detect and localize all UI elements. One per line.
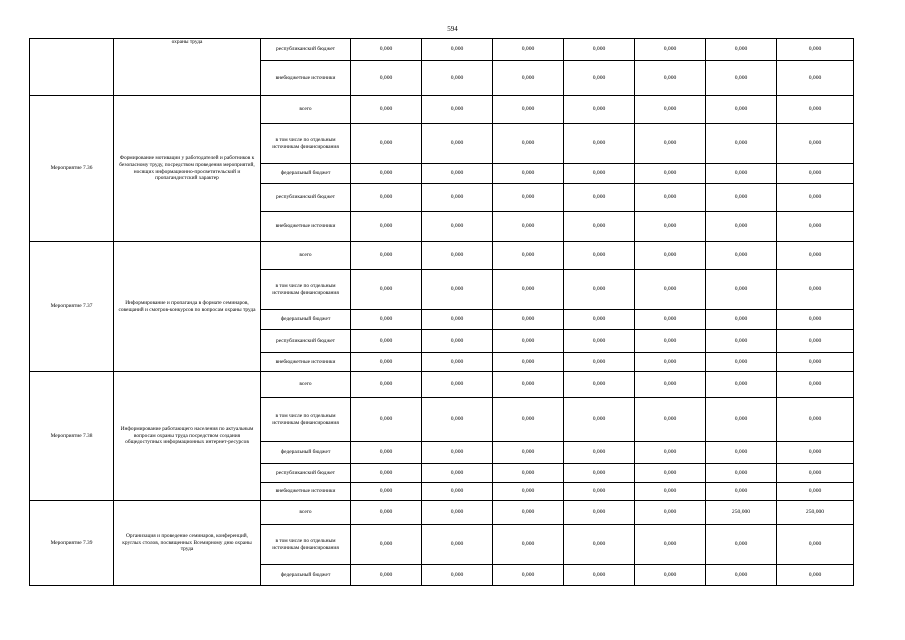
amount-cell: 0,000 [777, 96, 854, 124]
amount-cell: 0,000 [422, 398, 493, 442]
amount-cell: 0,000 [777, 353, 854, 372]
amount-cell: 0,000 [706, 212, 777, 242]
amount-cell: 0,000 [493, 565, 564, 586]
amount-cell: 0,000 [493, 330, 564, 353]
amount-cell: 0,000 [706, 398, 777, 442]
funding-source: федеральный бюджет [261, 565, 351, 586]
amount-cell: 0,000 [777, 124, 854, 164]
amount-cell: 0,000 [635, 501, 706, 525]
amount-cell: 0,000 [351, 565, 422, 586]
amount-cell: 0,000 [706, 565, 777, 586]
funding-source: в том числе по отдельным источникам финансирования [261, 525, 351, 565]
amount-cell: 0,000 [564, 184, 635, 212]
amount-cell: 0,000 [422, 270, 493, 310]
amount-cell: 0,000 [777, 398, 854, 442]
amount-cell: 0,000 [564, 164, 635, 184]
amount-cell: 0,000 [351, 353, 422, 372]
amount-cell: 0,000 [351, 242, 422, 270]
amount-cell: 0,000 [706, 372, 777, 398]
measure-cell: Мероприятие 7.36 [30, 96, 114, 242]
amount-cell: 0,000 [422, 310, 493, 330]
amount-cell: 0,000 [706, 39, 777, 61]
amount-cell: 0,000 [422, 96, 493, 124]
amount-cell: 0,000 [635, 464, 706, 483]
amount-cell: 0,000 [777, 442, 854, 464]
amount-cell: 0,000 [564, 565, 635, 586]
table-row [30, 242, 854, 270]
amount-cell: 0,000 [422, 442, 493, 464]
amount-cell: 0,000 [706, 242, 777, 270]
amount-cell: 0,000 [422, 39, 493, 61]
amount-cell: 0,000 [777, 270, 854, 310]
measure-cell: Мероприятие 7.37 [30, 242, 114, 372]
amount-cell: 0,000 [777, 330, 854, 353]
amount-cell: 0,000 [564, 442, 635, 464]
table-row [30, 501, 854, 525]
amount-cell: 0,000 [635, 39, 706, 61]
amount-cell: 0,000 [777, 310, 854, 330]
amount-cell: 0,000 [422, 464, 493, 483]
amount-cell: 0,000 [706, 464, 777, 483]
funding-source: внебюджетные источники [261, 483, 351, 501]
amount-cell: 0,000 [493, 242, 564, 270]
amount-cell: 0,000 [351, 184, 422, 212]
amount-cell: 0,000 [493, 353, 564, 372]
amount-cell: 0,000 [493, 442, 564, 464]
amount-cell: 0,000 [422, 525, 493, 565]
amount-cell: 0,000 [564, 501, 635, 525]
funding-source: федеральный бюджет [261, 310, 351, 330]
amount-cell: 0,000 [777, 483, 854, 501]
amount-cell: 0,000 [706, 483, 777, 501]
amount-cell: 0,000 [351, 270, 422, 310]
amount-cell: 0,000 [493, 39, 564, 61]
amount-cell: 250,000 [777, 501, 854, 525]
amount-cell: 0,000 [564, 525, 635, 565]
funding-source: всего [261, 372, 351, 398]
measure-description: охраны труда [114, 39, 261, 96]
table-row [30, 372, 854, 398]
amount-cell: 0,000 [493, 96, 564, 124]
amount-cell: 0,000 [422, 242, 493, 270]
funding-source: внебюджетные источники [261, 353, 351, 372]
amount-cell: 0,000 [351, 372, 422, 398]
amount-cell: 0,000 [635, 212, 706, 242]
amount-cell: 0,000 [493, 372, 564, 398]
amount-cell: 0,000 [351, 96, 422, 124]
amount-cell: 0,000 [564, 212, 635, 242]
amount-cell: 0,000 [493, 164, 564, 184]
measure-description: Формирование мотивации у работодателей и работников к безопасному труду, посредством проведения мероприятий, носящих информационно-просветительский и пропагандистский характер [114, 96, 261, 242]
amount-cell: 0,000 [493, 483, 564, 501]
table-row [30, 96, 854, 124]
amount-cell: 0,000 [351, 330, 422, 353]
amount-cell: 0,000 [777, 464, 854, 483]
amount-cell: 0,000 [564, 96, 635, 124]
amount-cell: 0,000 [635, 96, 706, 124]
amount-cell: 0,000 [635, 372, 706, 398]
amount-cell: 0,000 [635, 525, 706, 565]
amount-cell: 0,000 [706, 96, 777, 124]
amount-cell: 0,000 [635, 164, 706, 184]
funding-source: внебюджетные источники [261, 212, 351, 242]
amount-cell: 0,000 [777, 372, 854, 398]
amount-cell: 0,000 [706, 525, 777, 565]
amount-cell: 0,000 [635, 310, 706, 330]
amount-cell: 0,000 [564, 61, 635, 96]
measure-cell: Мероприятие 7.38 [30, 372, 114, 501]
measure-description: Информирование работающего населения по актуальным вопросам охраны труда посредством создания общедоступных информационных интернет-ресурсов [114, 372, 261, 501]
amount-cell: 0,000 [635, 330, 706, 353]
amount-cell: 0,000 [706, 353, 777, 372]
amount-cell: 0,000 [351, 525, 422, 565]
amount-cell: 0,000 [706, 164, 777, 184]
amount-cell: 0,000 [635, 124, 706, 164]
amount-cell: 0,000 [564, 39, 635, 61]
amount-cell: 0,000 [777, 525, 854, 565]
measure-cell: Мероприятие 7.39 [30, 501, 114, 586]
amount-cell: 0,000 [706, 310, 777, 330]
amount-cell: 0,000 [564, 242, 635, 270]
amount-cell: 0,000 [777, 39, 854, 61]
funding-source: в том числе по отдельным источникам финансирования [261, 398, 351, 442]
page-number: 594 [447, 25, 458, 33]
funding-source: федеральный бюджет [261, 442, 351, 464]
amount-cell: 0,000 [635, 61, 706, 96]
table-row [30, 39, 854, 61]
amount-cell: 0,000 [422, 483, 493, 501]
amount-cell: 0,000 [777, 565, 854, 586]
amount-cell: 0,000 [635, 398, 706, 442]
amount-cell: 0,000 [777, 212, 854, 242]
amount-cell: 0,000 [422, 353, 493, 372]
amount-cell: 0,000 [493, 310, 564, 330]
amount-cell: 0,000 [706, 270, 777, 310]
amount-cell: 0,000 [706, 442, 777, 464]
amount-cell: 0,000 [777, 61, 854, 96]
amount-cell: 0,000 [706, 61, 777, 96]
amount-cell: 0,000 [493, 212, 564, 242]
amount-cell: 0,000 [351, 310, 422, 330]
amount-cell: 0,000 [351, 442, 422, 464]
amount-cell: 0,000 [422, 212, 493, 242]
amount-cell: 0,000 [564, 330, 635, 353]
amount-cell: 0,000 [351, 124, 422, 164]
amount-cell: 0,000 [351, 164, 422, 184]
amount-cell: 0,000 [493, 61, 564, 96]
financing-table [29, 38, 854, 586]
funding-source: республиканский бюджет [261, 184, 351, 212]
amount-cell: 0,000 [564, 353, 635, 372]
measure-description: Информирование и пропаганда в формате семинаров, совещаний и смотров-конкурсов по вопросам охраны труда [114, 242, 261, 372]
funding-source: федеральный бюджет [261, 164, 351, 184]
amount-cell: 0,000 [564, 124, 635, 164]
amount-cell: 0,000 [493, 124, 564, 164]
amount-cell: 0,000 [564, 483, 635, 501]
funding-source: республиканский бюджет [261, 330, 351, 353]
amount-cell: 0,000 [635, 184, 706, 212]
measure-cell [30, 39, 114, 96]
amount-cell: 0,000 [564, 464, 635, 483]
amount-cell: 0,000 [635, 565, 706, 586]
amount-cell: 0,000 [635, 483, 706, 501]
funding-source: внебюджетные источники [261, 61, 351, 96]
amount-cell: 0,000 [777, 184, 854, 212]
amount-cell: 0,000 [422, 330, 493, 353]
funding-source: всего [261, 242, 351, 270]
amount-cell: 0,000 [422, 164, 493, 184]
amount-cell: 0,000 [493, 184, 564, 212]
funding-source: всего [261, 501, 351, 525]
amount-cell: 0,000 [635, 353, 706, 372]
amount-cell: 250,000 [706, 501, 777, 525]
amount-cell: 0,000 [351, 398, 422, 442]
amount-cell: 0,000 [706, 184, 777, 212]
funding-source: в том числе по отдельным источникам финансирования [261, 124, 351, 164]
amount-cell: 0,000 [564, 310, 635, 330]
amount-cell: 0,000 [564, 270, 635, 310]
amount-cell: 0,000 [422, 501, 493, 525]
amount-cell: 0,000 [706, 124, 777, 164]
amount-cell: 0,000 [706, 330, 777, 353]
amount-cell: 0,000 [422, 565, 493, 586]
funding-source: республиканский бюджет [261, 464, 351, 483]
funding-source: республиканский бюджет [261, 39, 351, 61]
amount-cell: 0,000 [422, 124, 493, 164]
amount-cell: 0,000 [422, 372, 493, 398]
amount-cell: 0,000 [493, 525, 564, 565]
amount-cell: 0,000 [564, 398, 635, 442]
amount-cell: 0,000 [351, 464, 422, 483]
amount-cell: 0,000 [493, 464, 564, 483]
amount-cell: 0,000 [635, 270, 706, 310]
amount-cell: 0,000 [635, 442, 706, 464]
amount-cell: 0,000 [777, 164, 854, 184]
amount-cell: 0,000 [351, 501, 422, 525]
funding-source: в том числе по отдельным источникам финансирования [261, 270, 351, 310]
amount-cell: 0,000 [351, 61, 422, 96]
measure-description: Организация и проведение семинаров, конференций, круглых столов, посвященных Всемирному дню охраны труда [114, 501, 261, 586]
amount-cell: 0,000 [351, 212, 422, 242]
amount-cell: 0,000 [422, 184, 493, 212]
amount-cell: 0,000 [493, 398, 564, 442]
amount-cell: 0,000 [564, 372, 635, 398]
amount-cell: 0,000 [351, 483, 422, 501]
amount-cell: 0,000 [777, 242, 854, 270]
amount-cell: 0,000 [493, 270, 564, 310]
amount-cell: 0,000 [351, 39, 422, 61]
amount-cell: 0,000 [422, 61, 493, 96]
amount-cell: 0,000 [635, 242, 706, 270]
amount-cell: 0,000 [493, 501, 564, 525]
funding-source: всего [261, 96, 351, 124]
